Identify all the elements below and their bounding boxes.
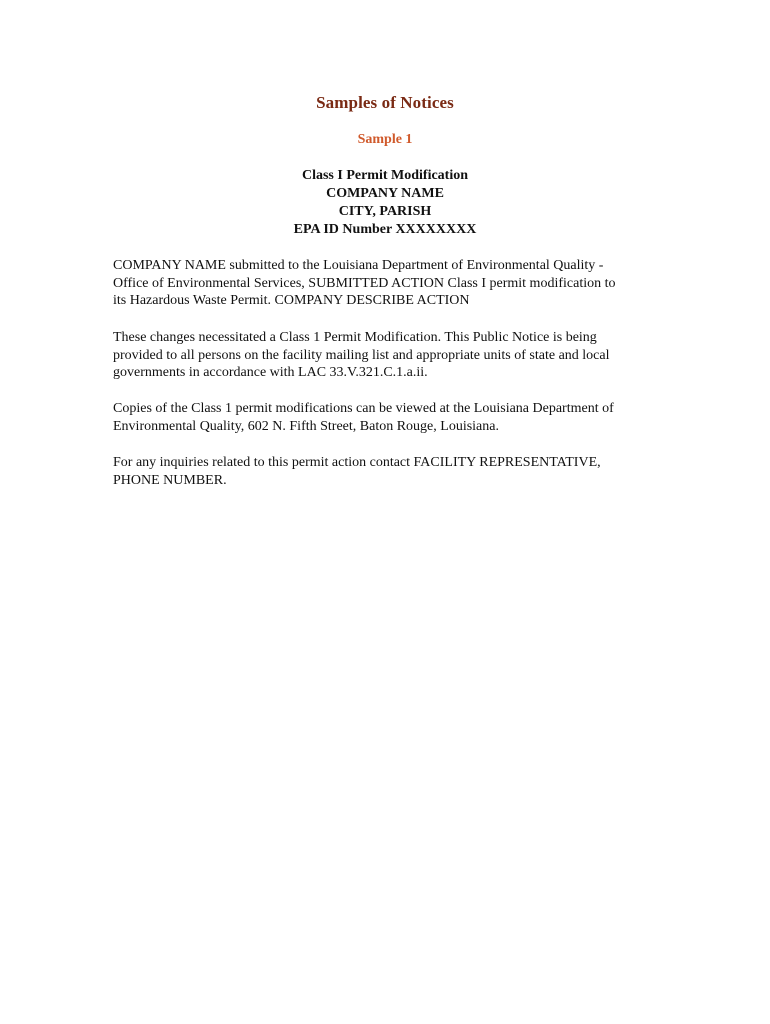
paragraph-line: Office of Environmental Services, SUBMITTED ACTION Class I permit modification to bbox=[113, 275, 616, 291]
notice-header bbox=[0, 167, 770, 239]
paragraph-copies bbox=[113, 400, 673, 435]
paragraph-inquiries bbox=[113, 454, 673, 489]
paragraph-line: COMPANY NAME submitted to the Louisiana Department of Environmental Quality - bbox=[113, 258, 604, 273]
paragraph-public-notice bbox=[113, 329, 673, 382]
city-parish-line: CITY, PARISH bbox=[338, 204, 432, 219]
paragraph-line: Copies of the Class 1 permit modifications can be viewed at the Louisiana Department of bbox=[113, 401, 614, 416]
paragraph-line: its Hazardous Waste Permit. COMPANY DESCRIBE ACTION bbox=[113, 293, 470, 309]
paragraph-line: For any inquiries related to this permit action contact FACILITY REPRESENTATIVE, bbox=[113, 455, 601, 470]
paragraph-submission bbox=[113, 257, 673, 310]
document-title: Samples of Notices bbox=[316, 93, 454, 112]
company-name-line: COMPANY NAME bbox=[326, 186, 444, 201]
sample-label: Sample 1 bbox=[357, 132, 413, 147]
paragraph-line: governments in accordance with LAC 33.V.321.C.1.a.ii. bbox=[113, 365, 428, 381]
paragraph-line: Environmental Quality, 602 N. Fifth Street, Baton Rouge, Louisiana. bbox=[113, 418, 499, 434]
permit-type-line: Class I Permit Modification bbox=[301, 168, 469, 183]
paragraph-line: PHONE NUMBER. bbox=[113, 472, 227, 488]
paragraph-line: These changes necessitated a Class 1 Permit Modification. This Public Notice is being bbox=[113, 330, 597, 345]
epa-id-line: EPA ID Number XXXXXXXX bbox=[293, 222, 477, 237]
paragraph-line: provided to all persons on the facility mailing list and appropriate units of state and local bbox=[113, 347, 610, 363]
